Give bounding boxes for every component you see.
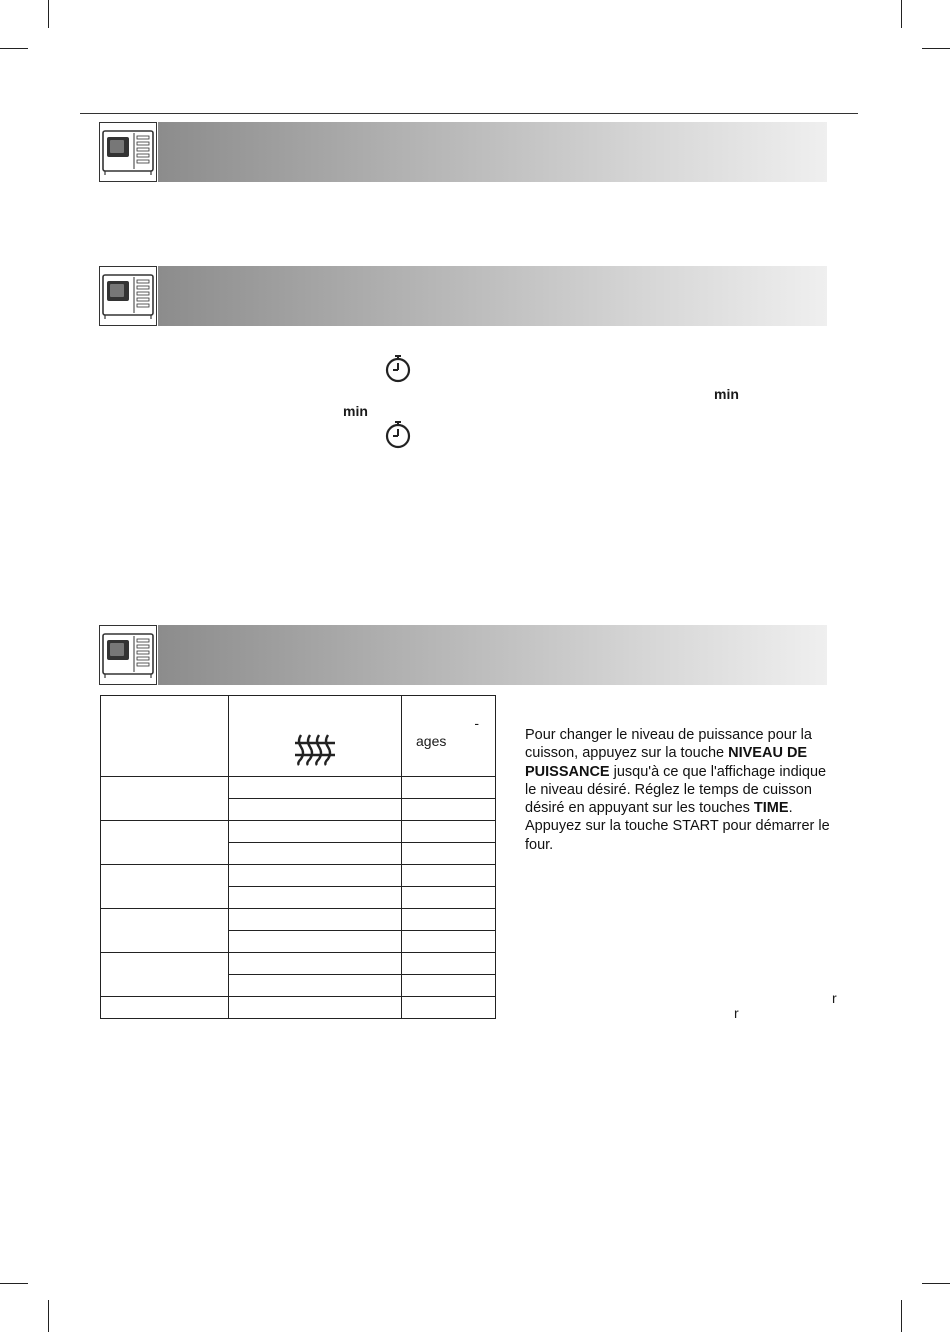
crop-mark	[901, 0, 902, 28]
table-cell	[402, 821, 496, 843]
table-cell	[229, 799, 402, 821]
table-cell	[402, 887, 496, 909]
section-header-1	[99, 122, 827, 184]
table-header-cell	[402, 696, 496, 777]
section-bar	[158, 122, 827, 182]
table-cell	[402, 975, 496, 997]
desc-text: Pour changer le niveau de puissance pour la cuisson, appuyez sur la touche	[525, 727, 812, 762]
header-label: ages	[416, 733, 447, 749]
timer-icon	[383, 420, 413, 450]
desc-bold: NIVEAU DE PUISSANCE	[525, 745, 808, 780]
table-cell	[229, 821, 402, 843]
crop-mark	[48, 0, 49, 28]
table-cell	[402, 843, 496, 865]
table-cell	[229, 843, 402, 865]
crop-mark	[48, 1300, 49, 1332]
min-label: min	[343, 403, 368, 419]
table-row	[101, 909, 496, 931]
table-row	[101, 865, 496, 887]
table-cell	[402, 865, 496, 887]
crop-mark	[0, 1283, 28, 1284]
section-header-3	[99, 625, 827, 687]
desc-text: . Appuyez sur la touche START pour démarrer le four.	[525, 800, 830, 853]
stray-letter: r	[734, 1005, 739, 1021]
table-row	[101, 777, 496, 799]
crop-mark	[922, 48, 950, 49]
microwave-icon	[99, 625, 157, 685]
table-cell	[402, 909, 496, 931]
table-cell	[229, 953, 402, 975]
table-cell	[101, 997, 229, 1019]
header-dash: -	[474, 715, 479, 731]
microwave-icon	[99, 266, 157, 326]
power-level-table	[100, 695, 496, 1019]
table-row	[101, 821, 496, 843]
min-label: min	[714, 386, 739, 402]
table-cell	[229, 887, 402, 909]
table-cell	[402, 931, 496, 953]
top-rule	[80, 113, 858, 114]
table-row	[101, 953, 496, 975]
power-level-description	[525, 726, 835, 854]
section-header-2	[99, 266, 827, 328]
stray-letter: r	[832, 990, 837, 1006]
table-cell	[229, 931, 402, 953]
table-cell	[229, 975, 402, 997]
table-cell	[101, 909, 229, 953]
microwave-icon	[99, 122, 157, 182]
table-header-text	[402, 696, 495, 750]
table-cell	[402, 777, 496, 799]
table-cell	[402, 799, 496, 821]
section-bar	[158, 266, 827, 326]
table-cell	[101, 821, 229, 865]
table-cell	[229, 865, 402, 887]
desc-bold: TIME	[753, 800, 789, 817]
table-cell	[229, 777, 402, 799]
table-cell	[229, 909, 402, 931]
table-cell	[101, 777, 229, 821]
desc-text: jusqu'à ce que l'affichage indique le niveau désiré. Réglez le temps de cuisson désiré en appuyant sur les touches	[525, 763, 827, 817]
grill-icon	[229, 732, 401, 766]
table-cell	[229, 997, 402, 1019]
section-bar	[158, 625, 827, 685]
table-cell	[101, 953, 229, 997]
crop-mark	[922, 1283, 950, 1284]
timer-icon	[383, 354, 413, 384]
table-cell	[402, 997, 496, 1019]
crop-mark	[901, 1300, 902, 1332]
table-row	[101, 997, 496, 1019]
table-header-cell	[101, 696, 229, 777]
crop-mark	[0, 48, 28, 49]
table-header-row	[101, 696, 496, 777]
table-cell	[101, 865, 229, 909]
table-cell	[402, 953, 496, 975]
table-header-cell	[229, 696, 402, 777]
